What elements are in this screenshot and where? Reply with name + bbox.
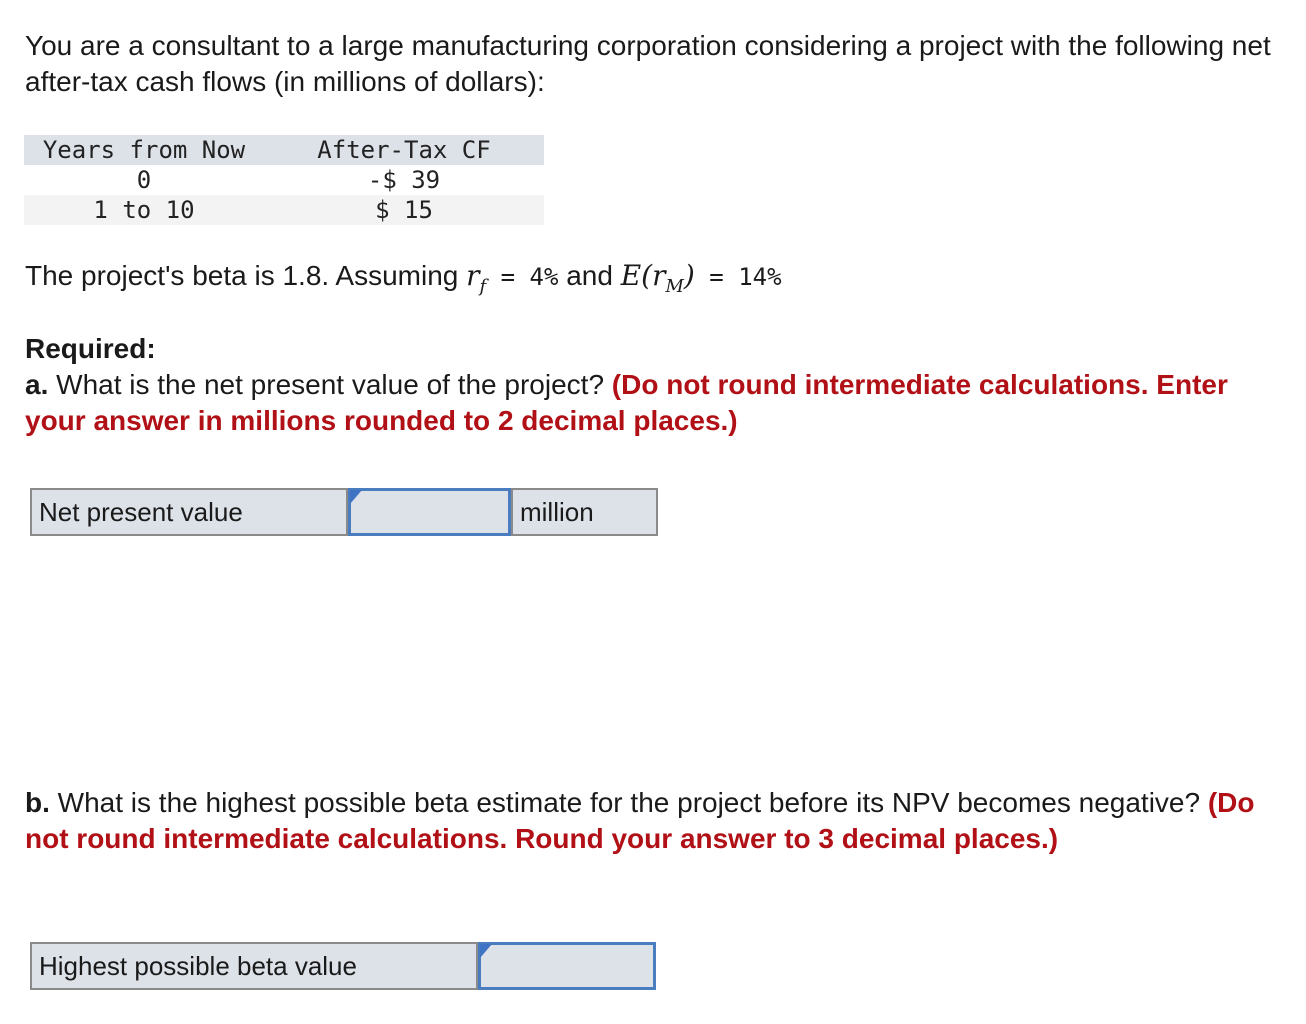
npv-unit-label: million [511,490,656,534]
part-a-text: What is the net present value of the project? [48,369,612,400]
beta-line-prefix: The project's beta is 1.8. Assuming [25,260,467,291]
npv-input[interactable] [351,491,508,533]
erm-close: ) [683,259,695,292]
beta-label: Highest possible beta value [32,944,478,988]
rf-subscript: f [479,276,487,297]
cell-year: 1 to 10 [93,196,195,224]
beta-input-cell[interactable] [478,942,656,990]
problem-intro: You are a consultant to a large manufacturing corporation considering a project with the following net after-tax cash flows (in millions of dollars): [25,30,1271,97]
part-a-question [25,367,1285,439]
part-a-letter: a. [25,369,49,400]
part-b-text: What is the highest possible beta estimate for the project before its NPV becomes negative? [49,787,1208,818]
erm-symbol: E(r [620,259,666,292]
required-heading: Required: [25,333,156,364]
beta-input[interactable] [481,945,653,987]
npv-input-cell[interactable] [348,488,511,536]
part-b-question [25,785,1285,857]
header-years: Years from Now [42,136,246,164]
beta-answer-row [30,942,656,990]
rf-symbol: r [466,259,480,292]
npv-answer-row [30,488,658,536]
beta-assumption-line [25,258,782,298]
table-row [24,165,544,195]
part-a-instruction: (Do not round intermediate calculations. Enter your answer in millions rounded to 2 decimal places.) [25,369,1228,436]
required-section [25,331,1285,439]
erm-subscript: M [665,276,684,297]
cell-cf: -$ 39 [367,166,441,194]
cell-cf: $ 15 [375,196,433,224]
part-b-instruction: (Do not round intermediate calculations. Round your answer to 3 decimal places.) [25,787,1255,854]
cell-year: 0 [136,166,152,194]
part-b-letter: b. [25,787,50,818]
header-after-tax-cf: After-Tax CF [317,136,491,164]
and-text: and [558,260,621,291]
table-row [24,195,544,225]
erm-value: = 14% [694,263,782,291]
cash-flow-table [24,135,544,225]
npv-label: Net present value [32,490,348,534]
rf-value: = 4% [486,263,559,291]
table-header-row [24,135,544,165]
